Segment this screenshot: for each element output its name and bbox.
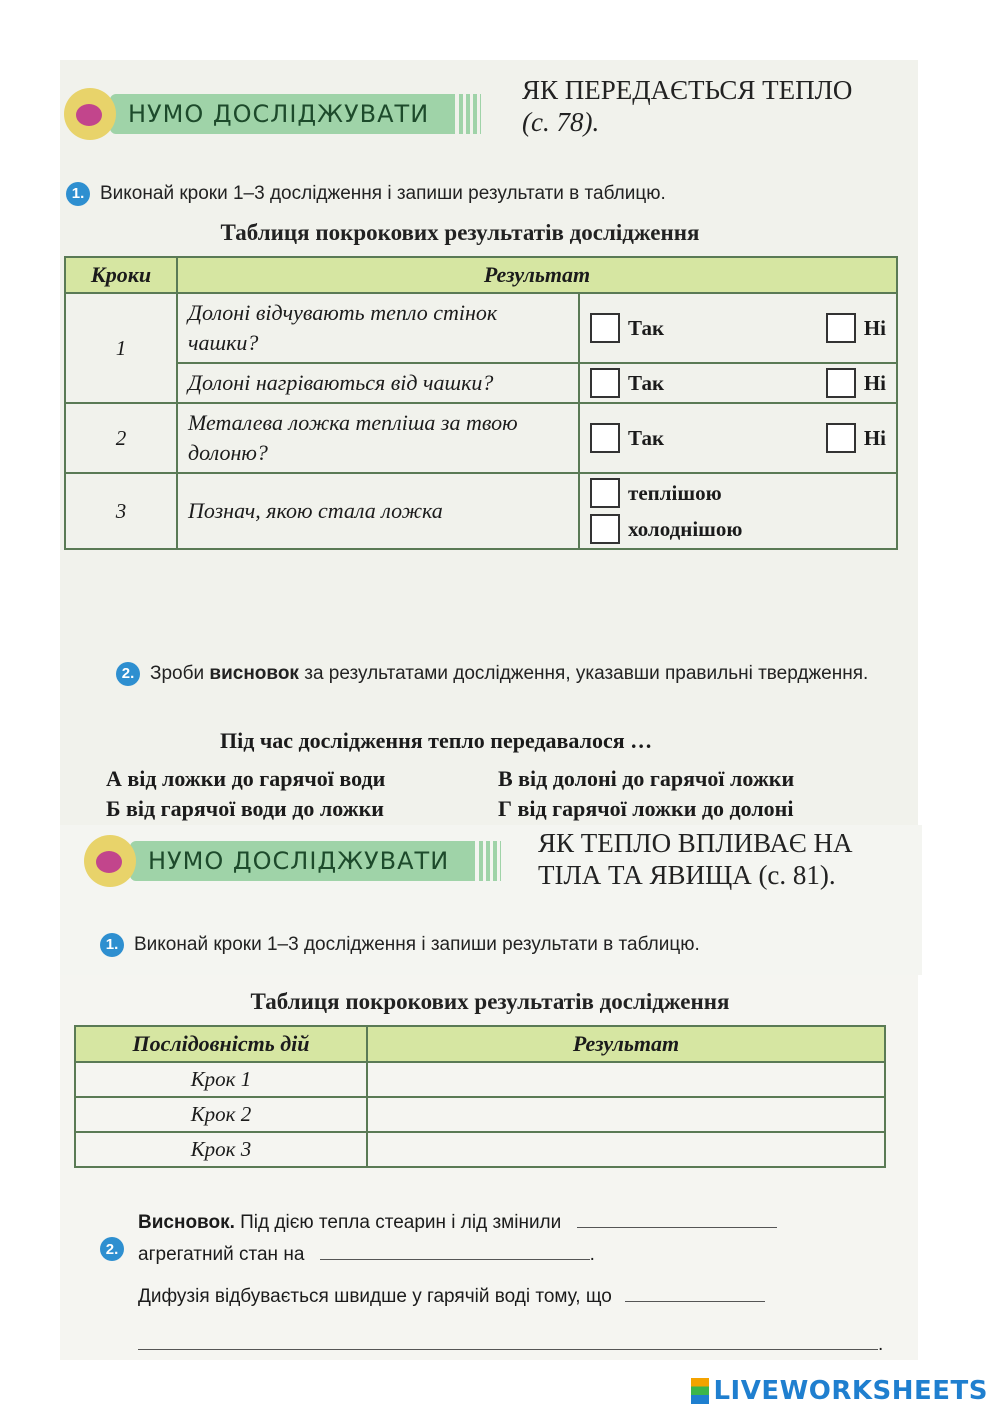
yes-no-options <box>590 368 886 398</box>
mascot-icon <box>64 88 116 140</box>
answer-col-left <box>106 764 385 824</box>
answer-cell <box>579 363 897 403</box>
watermark-text: LIVEWORKSHEETS <box>713 1376 988 1406</box>
step-cell: Крок 2 <box>75 1097 367 1132</box>
liveworksheets-watermark <box>691 1376 988 1406</box>
task-number-badge: 2. <box>116 662 140 686</box>
yes-option[interactable] <box>590 313 664 343</box>
question-cell: Долоні нагріваються від чашки? <box>177 363 579 403</box>
yes-no-options <box>590 313 886 343</box>
task-2 <box>116 662 906 686</box>
warmer-option[interactable] <box>590 478 886 508</box>
step-cell: Крок 1 <box>75 1062 367 1097</box>
no-checkbox[interactable] <box>826 368 856 398</box>
step-cell: 1 <box>65 293 177 403</box>
step-cell: 2 <box>65 403 177 473</box>
no-checkbox[interactable] <box>826 313 856 343</box>
colder-label: холоднішою <box>628 516 743 541</box>
section-banner <box>64 88 481 140</box>
conclusion-bold: Висновок. <box>138 1212 235 1233</box>
result-input-cell[interactable] <box>367 1062 885 1097</box>
topic-line-2: (с. 78). <box>522 107 600 137</box>
ribbon-stripes <box>459 94 481 134</box>
question-cell: Долоні відчувають тепло стінок чашки? <box>177 293 579 363</box>
task-1-text: Виконай кроки 1–3 дослідження і запиши результати в таблицю. <box>100 183 666 204</box>
question-cell: Металева ложка тепліша за твою долоню? <box>177 403 579 473</box>
topic-line-1: ЯК ТЕПЛО ВПЛИВАЄ НА <box>538 828 853 858</box>
banner-label: НУМО ДОСЛІДЖУВАТИ <box>110 94 455 134</box>
yes-option[interactable] <box>590 423 664 453</box>
during-statement: Під час дослідження тепло передавалося … <box>220 728 653 753</box>
yes-no-options <box>590 423 886 453</box>
answer-b[interactable]: Б від гарячої води до ложки <box>106 796 384 821</box>
answer-cell <box>579 403 897 473</box>
no-option[interactable] <box>826 423 886 453</box>
task-1 <box>100 933 700 957</box>
blank-line[interactable] <box>320 1259 590 1260</box>
task-number-badge: 1. <box>100 933 124 957</box>
result-input-cell[interactable] <box>367 1132 885 1167</box>
blank-line[interactable] <box>625 1301 765 1302</box>
yes-checkbox[interactable] <box>590 368 620 398</box>
colder-checkbox[interactable] <box>590 514 620 544</box>
no-label: Ні <box>863 315 886 340</box>
no-label: Ні <box>863 370 886 395</box>
results-table <box>64 256 898 550</box>
table-title: Таблиця покрокових результатів дослідження <box>220 220 700 245</box>
colder-option[interactable] <box>590 514 886 544</box>
answer-cell <box>579 293 897 363</box>
conclusion-line-2: агрегатний стан на . <box>138 1244 595 1265</box>
header-result: Результат <box>177 257 897 293</box>
task-number-badge: 2. <box>100 1237 124 1261</box>
result-input-cell[interactable] <box>367 1097 885 1132</box>
liveworksheets-logo-icon <box>691 1378 709 1404</box>
blank-line[interactable] <box>577 1227 777 1228</box>
warmer-checkbox[interactable] <box>590 478 620 508</box>
blank-line[interactable] <box>138 1349 878 1350</box>
answer-v[interactable]: В від долоні до гарячої ложки <box>498 766 795 791</box>
no-checkbox[interactable] <box>826 423 856 453</box>
task-2-bold: висновок <box>209 663 299 684</box>
topic-line-1: ЯК ПЕРЕДАЄТЬСЯ ТЕПЛО <box>522 75 853 105</box>
textbook-page-heat-effects-header <box>60 825 922 975</box>
mascot-icon <box>84 835 136 887</box>
textbook-page-heat-effects <box>60 975 918 1360</box>
state-text: агрегатний стан на <box>138 1244 305 1265</box>
task-number-badge: 1. <box>66 182 90 206</box>
header-sequence: Послідовність дій <box>75 1026 367 1062</box>
task-2-text <box>150 662 868 686</box>
no-label: Ні <box>863 425 886 450</box>
conclusion-text: Під дією тепла стеарин і лід змінили <box>234 1212 562 1233</box>
banner-label: НУМО ДОСЛІДЖУВАТИ <box>130 841 475 881</box>
ribbon-stripes <box>479 841 501 881</box>
diffusion-line <box>138 1281 898 1313</box>
question-cell: Познач, якою стала ложка <box>177 473 579 549</box>
no-option[interactable] <box>826 368 886 398</box>
answer-a[interactable]: А від ложки до гарячої води <box>106 766 386 791</box>
topic-title <box>522 74 852 138</box>
diffusion-text: Дифузія відбувається швидше у гарячій воді тому, що <box>138 1286 612 1307</box>
step-cell: 3 <box>65 473 177 549</box>
task-1 <box>66 182 666 206</box>
yes-label: Так <box>628 315 665 340</box>
no-option[interactable] <box>826 313 886 343</box>
answer-col-right <box>498 764 794 824</box>
textbook-page-heat-transfer <box>60 60 918 825</box>
yes-label: Так <box>628 425 665 450</box>
answer-g[interactable]: Г від гарячої ложки до долоні <box>498 796 794 821</box>
task-1-text: Виконай кроки 1–3 дослідження і запиши результати в таблицю. <box>134 934 700 955</box>
conclusion-block <box>138 1207 898 1361</box>
task-2-pre: Зроби <box>150 663 210 684</box>
yes-checkbox[interactable] <box>590 313 620 343</box>
header-steps: Кроки <box>65 257 177 293</box>
step-cell: Крок 3 <box>75 1132 367 1167</box>
header-result: Результат <box>367 1026 885 1062</box>
task-2-post: за результатами дослідження, указавши правильні твердження. <box>298 663 869 684</box>
topic-line-2: ТІЛА ТА ЯВИЩА (с. 81). <box>538 860 836 890</box>
yes-checkbox[interactable] <box>590 423 620 453</box>
topic-title <box>538 827 853 891</box>
yes-label: Так <box>628 370 665 395</box>
warmer-label: теплішою <box>628 480 722 505</box>
results-table <box>74 1025 886 1168</box>
yes-option[interactable] <box>590 368 664 398</box>
diffusion-continuation: . <box>138 1329 898 1361</box>
table-title: Таблиця покрокових результатів дослідження <box>250 989 730 1014</box>
conclusion-line-1 <box>138 1207 898 1239</box>
answer-cell <box>579 473 897 549</box>
section-banner <box>84 835 501 887</box>
